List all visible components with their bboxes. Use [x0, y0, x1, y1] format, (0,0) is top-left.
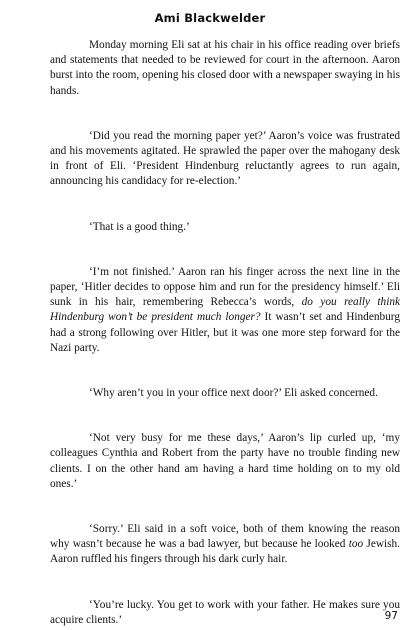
- running-header-author: Ami Blackwelder: [154, 11, 266, 25]
- paragraph-text: Monday morning Eli sat at his chair in his office reading over briefs and statements that needed to be reviewed for court in the afternoon. Aaron burst into the room, opening his closed door with a newspaper swaying in his hands.: [50, 39, 400, 97]
- paragraph-text-continued: Jewish. Aaron ruffled his fingers through his dark curly hair.: [50, 538, 400, 566]
- page-number: 97: [384, 610, 398, 622]
- paragraph-1: [50, 38, 400, 99]
- paragraph-text: ‘I’m not finished.’ Aaron ran his finger across the next line in the paper, ‘Hitler decides to oppose him and run for the presidency himself.’ Eli sunk in his hair, remembering Rebecca’s words,: [50, 265, 400, 309]
- paragraph-text: ‘You’re lucky. You get to work with your father. He makes sure you acquire clients.’: [50, 598, 400, 626]
- italic-emphasis: too: [348, 538, 364, 551]
- paragraph-6: [50, 431, 400, 492]
- body-text: [50, 38, 400, 628]
- paragraph-text: ‘That is a good thing.’: [89, 220, 190, 233]
- paragraph-text: ‘Sorry.’ Eli said in a soft voice, both of them knowing the reason why wasn’t because he was a bad lawyer, but because he looked: [50, 523, 400, 551]
- paragraph-text-continued: It wasn’t set and Hindenburg had a strong following over Hitler, but it was one more step forward for the Nazi party.: [50, 311, 400, 354]
- paragraph-8: [50, 598, 400, 628]
- paragraph-text: ‘Not very busy for me these days,’ Aaron’s lip curled up, ‘my colleagues Cynthia and Robert from the party have no trouble finding new clients. I on the other hand am having a hard time holding on to my old ones.’: [50, 432, 400, 490]
- paragraph-7: [50, 522, 400, 568]
- paragraph-text: ‘Did you read the morning paper yet?’ Aaron’s voice was frustrated and his movements agitated. He sprawled the paper over the mahogany desk in front of Eli. ‘President Hindenburg reluctantly agrees to run again, announcing his candidacy for re-election.’: [50, 129, 400, 188]
- paragraph-5: [50, 386, 400, 401]
- paragraph-2: [50, 129, 400, 190]
- paragraph-3: [50, 220, 400, 235]
- italic-thought: do you really think Hindenburg won’t be president much longer?: [50, 296, 401, 324]
- paragraph-text: ‘Why aren’t you in your office next door?’ Eli asked concerned.: [89, 387, 378, 400]
- paragraph-4: [50, 265, 400, 356]
